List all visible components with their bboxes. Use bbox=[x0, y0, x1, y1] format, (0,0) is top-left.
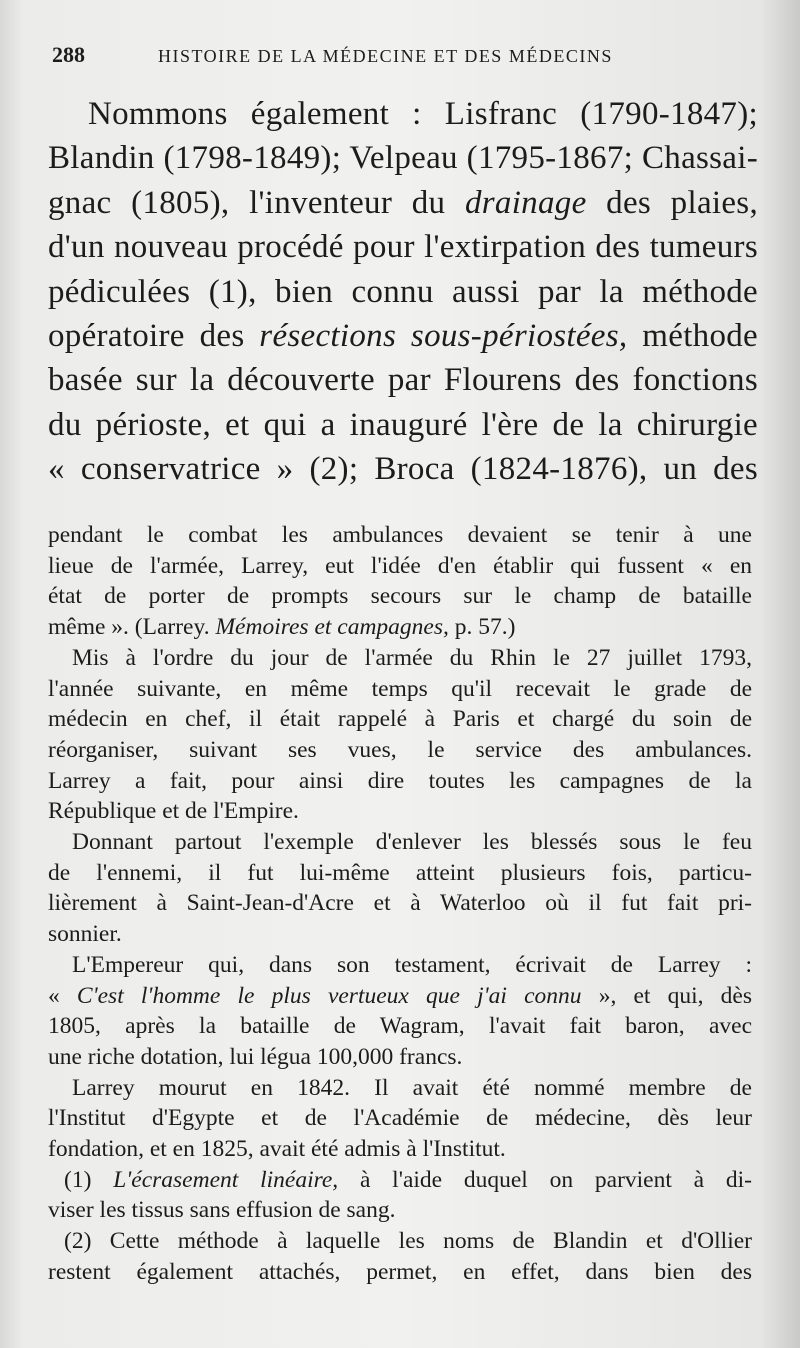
text-run: des plaies, bbox=[586, 184, 758, 221]
text-run: restent également attachés, permet, en effet, dans bien des bbox=[48, 1258, 752, 1285]
italic-text-run: résections sous-périostées, bbox=[259, 318, 628, 355]
main-text-line bbox=[48, 447, 758, 491]
main-text-line bbox=[48, 92, 758, 136]
notes-text-line bbox=[48, 1226, 752, 1257]
text-run: une riche dotation, lui légua 100,000 francs. bbox=[48, 1043, 463, 1070]
text-run: même ». (Larrey. bbox=[48, 614, 216, 641]
notes-text-line bbox=[48, 1257, 752, 1288]
text-run: », et qui, dès bbox=[581, 982, 752, 1009]
text-run: lieue de l'armée, Larrey, eut l'idée d'en établir qui fussent « en bbox=[48, 552, 752, 579]
notes-text-line bbox=[48, 551, 752, 582]
notes-text-line bbox=[48, 858, 752, 889]
text-run: viser les tissus sans effusion de sang. bbox=[48, 1197, 396, 1224]
text-run: (2) Cette méthode à laquelle les noms de Blandin et d'Ollier bbox=[64, 1228, 752, 1255]
text-run: gnac (1805), l'inventeur du bbox=[48, 184, 465, 221]
notes-text-line bbox=[48, 1073, 752, 1104]
notes-text-line bbox=[48, 888, 752, 919]
text-run: Larrey a fait, pour ainsi dire toutes les campagnes de la bbox=[48, 767, 752, 794]
notes-text-line bbox=[48, 1103, 752, 1134]
text-run: Larrey mourut en 1842. Il avait été nommé membre de bbox=[72, 1074, 752, 1101]
notes-text-line bbox=[48, 796, 752, 827]
text-run: Donnant partout l'exemple d'enlever les blessés sous le feu bbox=[72, 829, 752, 856]
text-run: à l'aide duquel on parvient à di- bbox=[338, 1166, 752, 1193]
text-run: (1) bbox=[64, 1166, 114, 1193]
text-run: République et de l'Empire. bbox=[48, 798, 299, 825]
italic-text-run: C'est l'homme le plus vertueux que j'ai connu bbox=[76, 982, 582, 1009]
text-run: Blandin (1798-1849); Velpeau (1795-1867; Chassai- bbox=[48, 140, 758, 177]
text-run: lièrement à Saint-Jean-d'Acre et à Waterloo où il fut fait pri- bbox=[48, 890, 752, 917]
text-run: pendant le combat les ambulances devaient se tenir à une bbox=[48, 522, 752, 548]
text-run: état de porter de prompts secours sur le champ de bataille bbox=[48, 583, 752, 610]
notes-text-line bbox=[48, 581, 752, 612]
text-run: sonnier. bbox=[48, 921, 122, 948]
text-run: « bbox=[48, 982, 77, 1009]
page-number: 288 bbox=[52, 42, 85, 67]
notes-text-line bbox=[48, 1165, 752, 1196]
italic-text-run: drainage bbox=[464, 184, 587, 221]
text-run: l'Institut d'Egypte et de l'Académie de médecine, dès leur bbox=[48, 1105, 752, 1132]
notes-text-line bbox=[48, 674, 752, 705]
main-text-line bbox=[48, 270, 758, 314]
notes-text-line bbox=[48, 612, 752, 643]
notes-text-line bbox=[48, 1042, 752, 1073]
text-run: l'année suivante, en même temps qu'il recevait le grade de bbox=[48, 675, 752, 702]
notes-text-line bbox=[48, 981, 752, 1012]
main-text-line bbox=[48, 136, 758, 180]
text-run: opératoire des bbox=[48, 318, 260, 355]
notes-text-line bbox=[48, 520, 752, 551]
notes-block bbox=[48, 520, 752, 1288]
running-head: HISTOIRE DE LA MÉDECINE ET DES MÉDECINS bbox=[158, 46, 613, 66]
notes-text-line bbox=[48, 1011, 752, 1042]
text-run: médecin en chef, il était rappelé à Paris et chargé du soin de bbox=[48, 706, 752, 733]
main-text-line bbox=[48, 181, 758, 225]
main-text-line bbox=[48, 225, 758, 269]
italic-text-run: Mémoires et campagnes, bbox=[215, 614, 449, 641]
page-header bbox=[50, 42, 760, 82]
text-run: de l'ennemi, il fut lui-même atteint plusieurs fois, particu- bbox=[48, 859, 752, 886]
text-run: d'un nouveau procédé pour l'extirpation des tumeurs bbox=[48, 229, 758, 266]
notes-text-line bbox=[48, 827, 752, 858]
text-run: réorganiser, suivant ses vues, le service des ambulances. bbox=[48, 736, 752, 763]
notes-text-line bbox=[48, 643, 752, 674]
text-run: L'Empereur qui, dans son testament, écrivait de Larrey : bbox=[72, 951, 752, 978]
text-run: pédiculées (1), bien connu aussi par la méthode bbox=[48, 273, 758, 310]
notes-text-line bbox=[48, 704, 752, 735]
text-run: p. 57.) bbox=[448, 614, 516, 641]
notes-text-line bbox=[48, 735, 752, 766]
notes-text-line bbox=[48, 919, 752, 950]
text-run: « conservatrice » (2); Broca (1824-1876), un des bbox=[48, 451, 758, 488]
main-text-line bbox=[48, 314, 758, 358]
text-run: basée sur la découverte par Flourens des fonctions bbox=[48, 362, 758, 399]
main-text-line bbox=[48, 403, 758, 447]
notes-text-line bbox=[48, 950, 752, 981]
italic-text-run: L'écrasement linéaire, bbox=[113, 1166, 339, 1193]
text-run: du périoste, et qui a inauguré l'ère de la chirurgie bbox=[48, 406, 758, 443]
notes-text-line bbox=[48, 1195, 752, 1226]
text-run: méthode bbox=[627, 318, 759, 355]
text-run: 1805, après la bataille de Wagram, l'avait fait baron, avec bbox=[48, 1013, 752, 1040]
notes-text-line bbox=[48, 1134, 752, 1165]
text-run: Nommons également : Lisfranc (1790-1847); bbox=[88, 96, 758, 132]
notes-text-line bbox=[48, 766, 752, 797]
main-paragraph bbox=[48, 92, 758, 492]
text-run: fondation, et en 1825, avait été admis à l'Institut. bbox=[48, 1136, 506, 1163]
text-run: Mis à l'ordre du jour de l'armée du Rhin le 27 juillet 1793, bbox=[72, 644, 752, 671]
main-text-line bbox=[48, 358, 758, 402]
